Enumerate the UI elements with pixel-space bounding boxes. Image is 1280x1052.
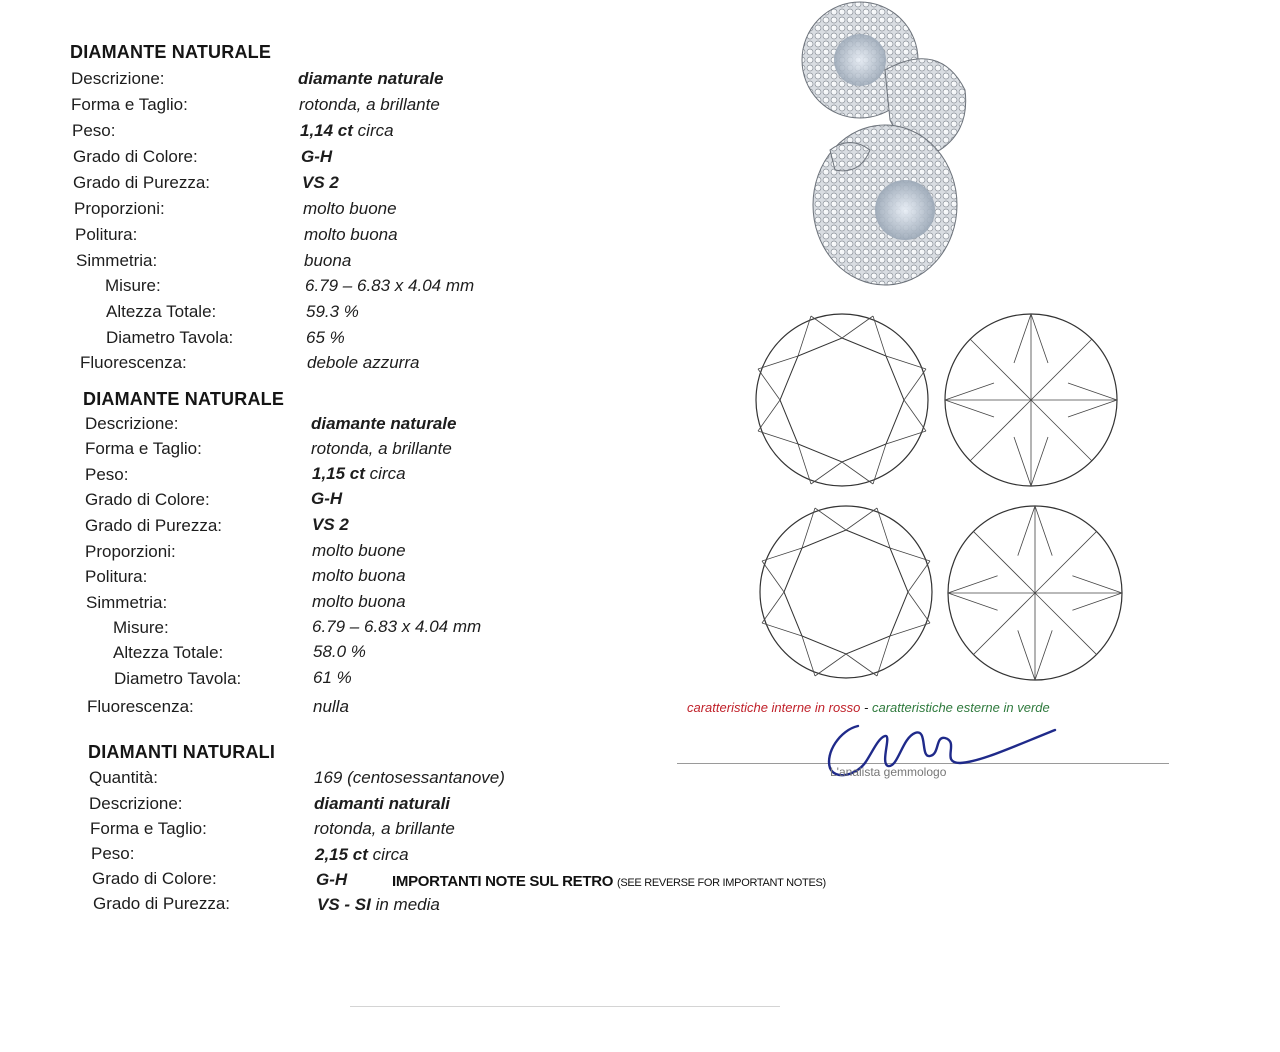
stone1-label: Fluorescenza: <box>80 353 187 372</box>
crown-diagram-1 <box>755 313 929 487</box>
stone1-value: 65 % <box>306 328 345 347</box>
stones3-value <box>315 845 409 865</box>
legend-separator: - <box>860 700 872 715</box>
legend-external: caratteristiche esterne in verde <box>871 700 1050 715</box>
stone1-value: molto buone <box>303 199 397 218</box>
stone1-label: Misure: <box>105 276 161 295</box>
pavilion-diagram-2 <box>947 505 1123 681</box>
stones3-title: DIAMANTI NATURALI <box>88 742 276 762</box>
legend-internal: caratteristiche interne in rosso <box>687 700 861 715</box>
stone2-value <box>312 464 406 484</box>
stone2-label: Diametro Tavola: <box>114 669 242 688</box>
stones3-label: Descrizione: <box>89 794 183 813</box>
stones3-label: Grado di Colore: <box>92 869 217 888</box>
stone1-value: 59.3 % <box>306 302 359 321</box>
stone2-value: diamante naturale <box>311 414 457 433</box>
stone1-label: Forma e Taglio: <box>71 95 188 114</box>
stone1-label: Simmetria: <box>76 251 158 270</box>
stones3-value: G-H <box>316 870 348 889</box>
stones3-label: Peso: <box>91 844 135 863</box>
stone2-label: Fluorescenza: <box>87 697 194 716</box>
stone2-value: 61 % <box>313 668 352 687</box>
purity-bold: VS - SI <box>317 895 371 914</box>
stone2-value: 58.0 % <box>313 642 366 661</box>
weight-rest: circa <box>367 845 409 864</box>
stone1-label: Altezza Totale: <box>106 302 217 321</box>
stone1-label: Grado di Colore: <box>73 147 198 166</box>
stone1-label: Grado di Purezza: <box>73 173 211 192</box>
stone2-value: G-H <box>311 489 343 508</box>
stone1-value: rotonda, a brillante <box>299 95 440 114</box>
note-small: (SEE REVERSE FOR IMPORTANT NOTES) <box>617 877 826 889</box>
jewel-photo <box>790 0 990 295</box>
stone1-value: G-H <box>301 147 333 166</box>
stone2-label: Altezza Totale: <box>113 643 224 662</box>
weight-rest: circa <box>364 464 406 483</box>
crown-diagram-2 <box>759 505 933 679</box>
weight-bold: 1,15 ct <box>312 464 365 483</box>
weight-bold: 1,14 ct <box>300 121 353 140</box>
stone1-label: Politura: <box>75 225 138 244</box>
stone2-value: rotonda, a brillante <box>311 439 452 458</box>
stone2-value: molto buona <box>312 592 406 611</box>
note-main: IMPORTANTI NOTE SUL RETRO <box>392 873 614 890</box>
weight-bold: 2,15 ct <box>315 845 368 864</box>
stone1-title: DIAMANTE NATURALE <box>70 42 272 62</box>
stone2-label: Misure: <box>113 618 169 637</box>
stones3-label: Forma e Taglio: <box>90 819 207 838</box>
stone2-label: Grado di Colore: <box>85 490 210 509</box>
stone2-label: Descrizione: <box>85 414 179 433</box>
pavilion-diagram-1 <box>944 313 1118 487</box>
stones3-value: rotonda, a brillante <box>314 819 455 838</box>
stone1-value: VS 2 <box>302 173 339 192</box>
stone1-label: Peso: <box>72 121 116 140</box>
signature-caption: L'analista gemmologo <box>830 765 947 779</box>
plot-legend <box>687 700 1050 715</box>
stone1-label: Diametro Tavola: <box>106 328 234 347</box>
stones3-value: diamanti naturali <box>314 794 451 813</box>
stones3-value: 169 (centosessantanove) <box>314 768 505 787</box>
stone1-value: diamante naturale <box>298 69 444 88</box>
bottom-rule <box>350 1006 780 1007</box>
weight-rest: circa <box>352 121 394 140</box>
stone2-label: Simmetria: <box>86 593 168 612</box>
stone1-value: buona <box>304 251 352 270</box>
stone2-label: Proporzioni: <box>85 542 176 561</box>
stone2-label: Politura: <box>85 567 148 586</box>
stone1-label: Descrizione: <box>71 69 165 88</box>
stone1-value: debole azzurra <box>307 353 420 372</box>
stones3-label: Quantità: <box>89 768 158 787</box>
stone2-label: Forma e Taglio: <box>85 439 202 458</box>
purity-rest: in media <box>370 895 440 914</box>
stone2-label: Grado di Purezza: <box>85 516 223 535</box>
stone1-value: 6.79 – 6.83 x 4.04 mm <box>305 276 475 295</box>
stone2-value: 6.79 – 6.83 x 4.04 mm <box>312 617 482 636</box>
stone1-label: Proporzioni: <box>74 199 165 218</box>
stone2-value: VS 2 <box>312 515 349 534</box>
stone2-value: molto buone <box>312 541 406 560</box>
important-note <box>392 873 826 890</box>
stone2-value: nulla <box>313 697 349 716</box>
stone2-label: Peso: <box>85 465 129 484</box>
stone1-value: molto buona <box>304 225 398 244</box>
stone1-value <box>300 121 394 141</box>
stone2-value: molto buona <box>312 566 406 585</box>
stones3-label: Grado di Purezza: <box>93 894 231 913</box>
stones3-value <box>317 895 440 915</box>
stone2-title: DIAMANTE NATURALE <box>83 389 285 409</box>
